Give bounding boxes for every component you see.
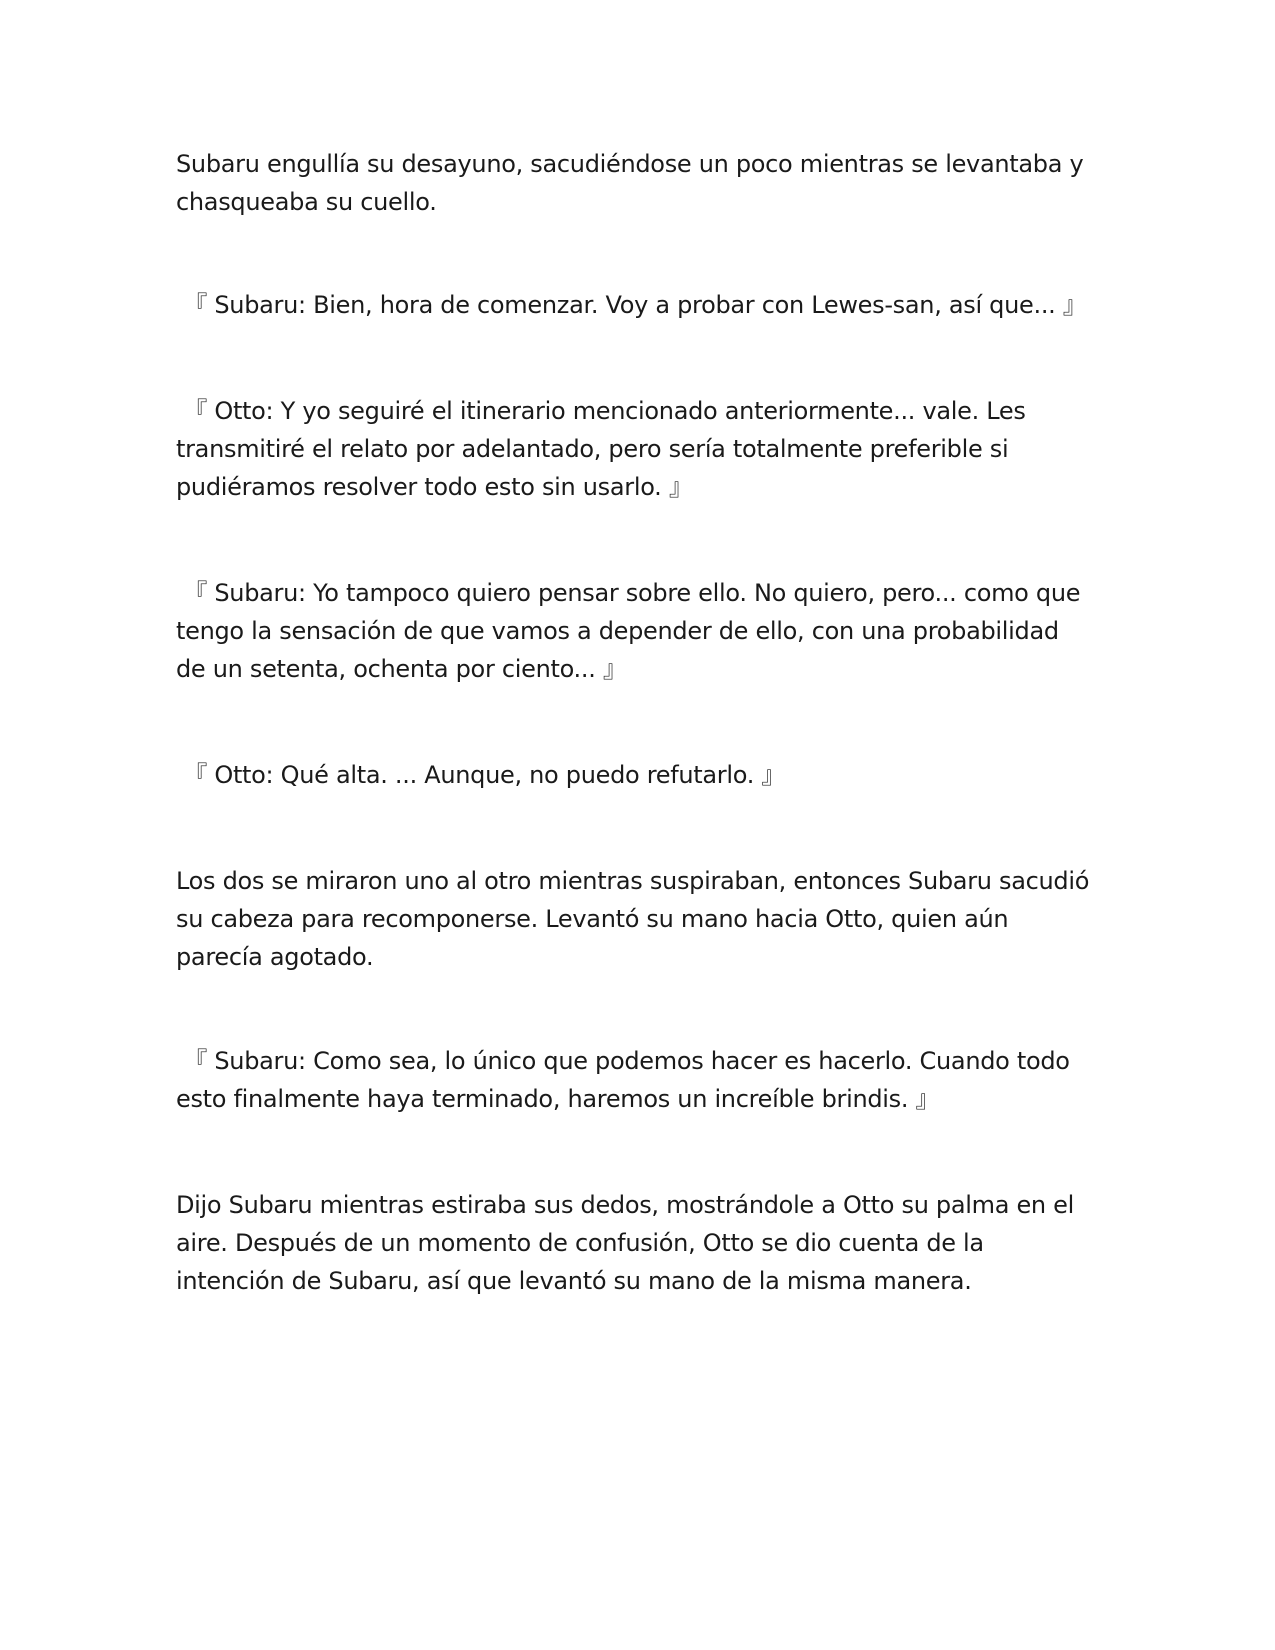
paragraph-dialogue-otto [176, 756, 1106, 794]
text-line: esto finalmente haya terminado, haremos un increíble brindis. 』 [176, 1085, 940, 1113]
text-line: su cabeza para recomponerse. Levantó su mano hacia Otto, quien aún [176, 905, 1009, 933]
paragraph-narration-highfive [176, 1186, 1106, 1300]
text-line: Dijo Subaru mientras estiraba sus dedos, mostrándole a Otto su palma en el [176, 1191, 1074, 1219]
paragraph-dialogue-subaru [176, 1042, 1106, 1118]
text-line: pudiéramos resolver todo esto sin usarlo. 』 [176, 473, 693, 501]
text-line: 『 Otto: Qué alta. ... Aunque, no puedo refutarlo. 』 [176, 761, 786, 789]
text-line: transmitiré el relato por adelantado, pero sería totalmente preferible si [176, 435, 1009, 463]
text-line: 『 Otto: Y yo seguiré el itinerario mencionado anteriormente... vale. Les [176, 397, 1026, 425]
text-line: de un setenta, ochenta por ciento... 』 [176, 655, 627, 683]
text-line: 『 Subaru: Bien, hora de comenzar. Voy a probar con Lewes-san, así que... 』 [176, 291, 1087, 319]
text-line: chasqueaba su cuello. [176, 188, 437, 216]
paragraph-dialogue-subaru [176, 574, 1106, 688]
paragraph-dialogue-subaru [176, 286, 1106, 324]
text-line: tengo la sensación de que vamos a depender de ello, con una probabilidad [176, 617, 1059, 645]
text-line: parecía agotado. [176, 943, 374, 971]
text-line: intención de Subaru, así que levantó su mano de la misma manera. [176, 1267, 972, 1295]
text-line: Subaru engullía su desayuno, sacudiéndose un poco mientras se levantaba y [176, 150, 1084, 178]
paragraph-narration-sigh [176, 862, 1106, 976]
paragraph-dialogue-otto [176, 392, 1106, 506]
text-line: aire. Después de un momento de confusión, Otto se dio cuenta de la [176, 1229, 984, 1257]
paragraph-narration-breakfast [176, 145, 1106, 221]
text-line: 『 Subaru: Yo tampoco quiero pensar sobre ello. No quiero, pero... como que [176, 579, 1081, 607]
text-line: 『 Subaru: Como sea, lo único que podemos hacer es hacerlo. Cuando todo [176, 1047, 1070, 1075]
text-line: Los dos se miraron uno al otro mientras suspiraban, entonces Subaru sacudió [176, 867, 1090, 895]
